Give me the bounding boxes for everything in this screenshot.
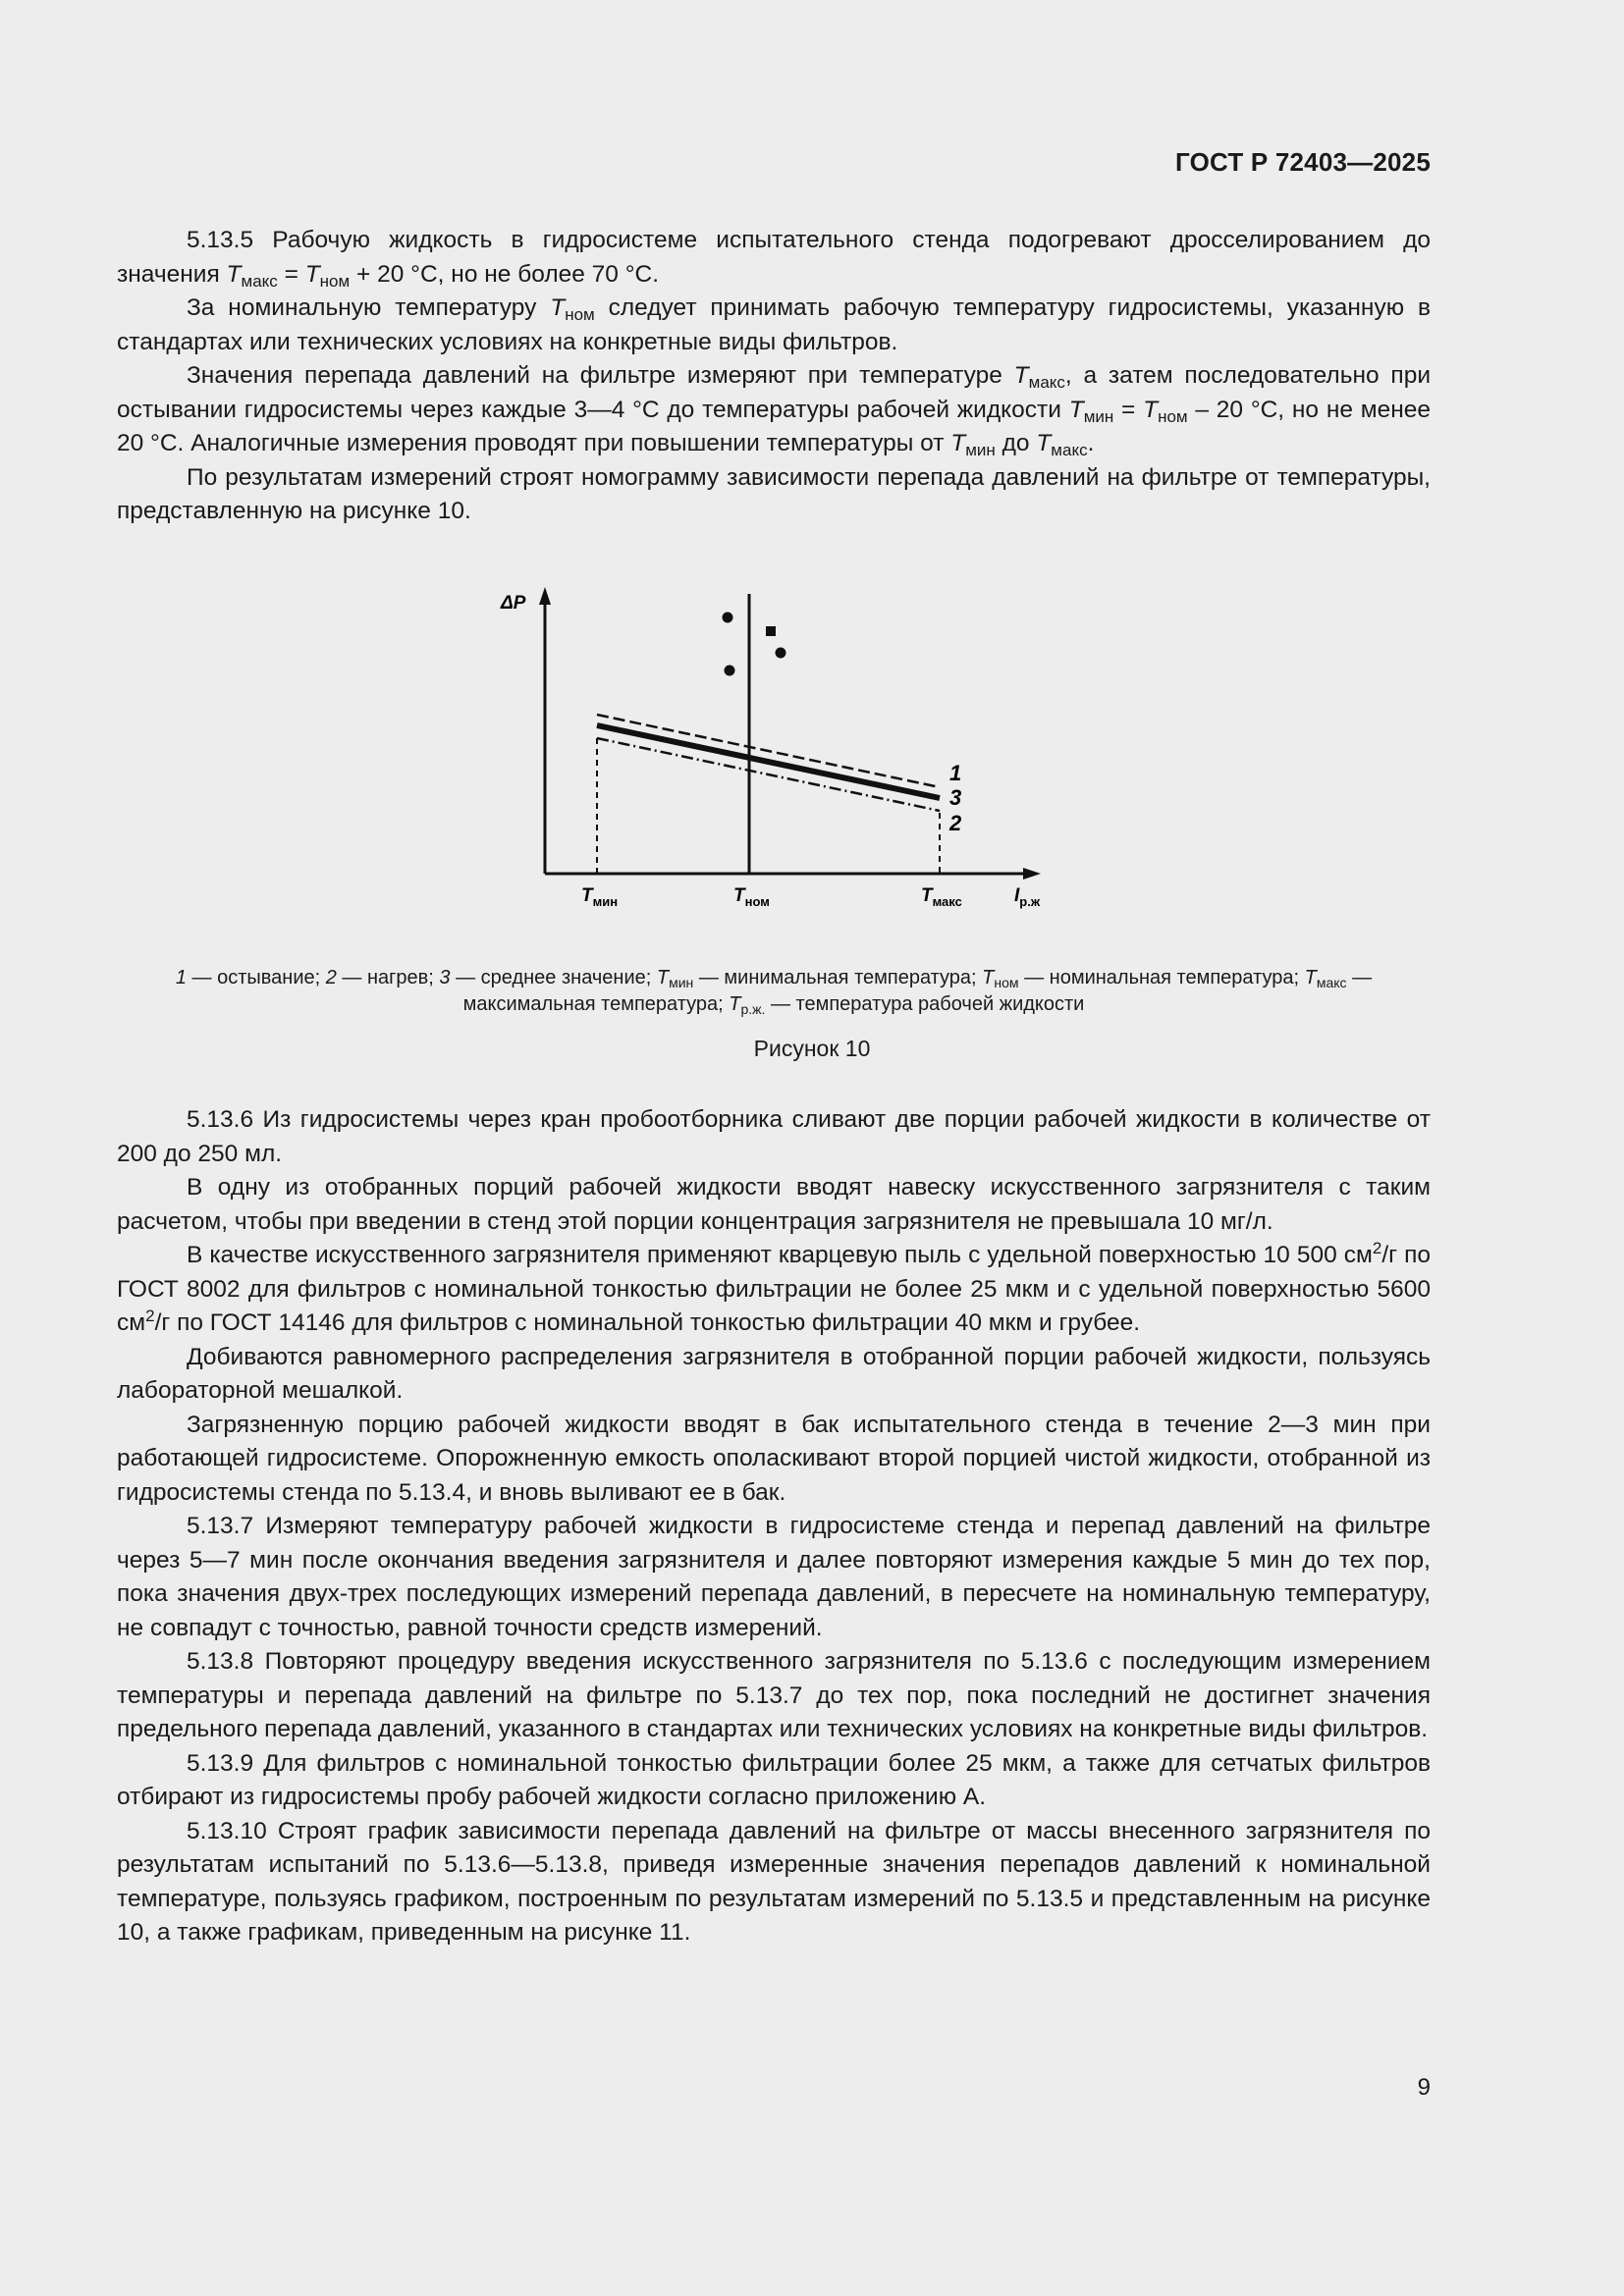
curve-label-1: 1 <box>949 761 962 785</box>
paragraph: 5.13.8 Повторяют процедуру введения искусственного загрязнителя по 5.13.6 с последующим измерением температуры и перепада давлений на фильтре по 5.13.7 до тех пор, пока последний не достигнет значения предельного перепада давлений, указанного в стандартах или технических условиях на конкретные виды фильтров. <box>117 1648 1431 1742</box>
data-point-square <box>766 626 776 636</box>
paragraph: 5.13.7 Измеряют температуру рабочей жидкости в гидросистеме стенда и перепад давлений на фильтре через 5—7 мин после окончания введения загрязнителя и далее повторяют измерения каждые 5 мин до тех пор, пока значения двух-трех последующих измерений перепада давлений, в пересчете на номинальную температуру, не совпадут с точностью, равной точности средств измерений. <box>117 1513 1431 1641</box>
text-block-bottom <box>117 1103 1431 1950</box>
x-tick-t-min: $T_{мин}$ <box>581 885 619 909</box>
curve-1-cooling <box>597 715 940 787</box>
paragraph: По результатам измерений строят номограмму зависимости перепада давлений на фильтре от температуры, представленную на рисунке 10. <box>117 463 1431 524</box>
data-point <box>776 648 786 659</box>
x-axis-arrow <box>1023 868 1041 880</box>
paragraph: За номинальную температуру $T_{ном}$ следует принимать рабочую температуру гидросистемы, указанную в стандартах или технических условиях на конкретные виды фильтров. <box>117 294 1431 355</box>
data-point <box>725 666 735 676</box>
paragraph: Добиваются равномерного распределения загрязнителя в отобранной порции рабочей жидкости, пользуясь лабораторной мешалкой. <box>117 1343 1431 1404</box>
y-axis-label: ΔP <box>501 593 526 614</box>
document-header: ГОСТ Р 72403—2025 <box>1175 147 1431 177</box>
curve-2-heating <box>597 738 940 811</box>
curve-label-2: 2 <box>949 811 962 835</box>
paragraph: В качестве искусственного загрязнителя применяют кварцевую пыль с удельной поверхностью 10 500 $см^2/г$ по ГОСТ 8002 для фильтров с номинальной тонкостью фильтрации не более 25 мкм и с удельной поверхностью 5600 $см^2/г$ по ГОСТ 14146 для фильтров с номинальной тонкостью фильтрации 40 мкм и грубее. <box>117 1239 1431 1336</box>
paragraph: Значения перепада давлений на фильтре измеряют при температуре $T_{макс}$, а затем последовательно при остывании гидросистемы через каждые 3—4 °С до температуры рабочей жидкости $T_{мин} = T_{ном} - 20$ °С, но не менее 20 °С. Аналогичные измерения проводят при повышении температуры от $T_{мин}$ до $T_{макс}$. <box>117 362 1432 459</box>
figure-title: Рисунок 10 <box>753 1036 871 1061</box>
x-tick-t-nom: $T_{ном}$ <box>733 885 770 909</box>
y-axis-arrow <box>539 587 551 605</box>
x-axis-label: $I_{р.ж}$ <box>1014 885 1041 909</box>
x-tick-t-max: $T_{макс}$ <box>921 885 962 909</box>
paragraph: Загрязненную порцию рабочей жидкости вводят в бак испытательного стенда в течение 2—3 мин при работающей гидросистеме. Опорожненную емкость ополаскивают второй порцией чистой жидкости, отобранной из гидросистемы стенда по 5.13.4, и вновь выливают ее в бак. <box>117 1411 1431 1506</box>
figure-legend: 1 — остывание; 2 — нагрев; 3 — среднее значение; $T_{мин}$ — минимальная температура; $T_{ном}$ — номинальная температура; $T_{макс}$ — максимальная температура; $T_{р.ж.}$ — температура рабочей жидкости <box>175 967 1373 1017</box>
nomogram-chart <box>491 579 1080 923</box>
paragraph: 5.13.10 Строят график зависимости перепада давлений на фильтре от массы внесенного загрязнителя по результатам испытаний по 5.13.6—5.13.8, приведя измеренные значения перепадов давлений к номинальной температуре, пользуясь графиком, построенным по результатам измерений по 5.13.5 и представленным на рисунке 10, а также графикам, приведенным на рисунке 11. <box>117 1817 1431 1946</box>
figure-10 <box>491 579 1080 928</box>
curve-label-3: 3 <box>949 785 962 810</box>
curve-3-average <box>597 725 940 798</box>
paragraph: В одну из отобранных порций рабочей жидкости вводят навеску искусственного загрязнителя с таким расчетом, чтобы при введении в стенд этой порции концентрация загрязнителя не превышала 10 мг/л. <box>117 1174 1431 1235</box>
data-point <box>723 613 733 623</box>
paragraph: 5.13.6 Из гидросистемы через кран пробоотборника сливают две порции рабочей жидкости в количестве от 200 до 250 мл. <box>117 1106 1431 1167</box>
paragraph: 5.13.9 Для фильтров с номинальной тонкостью фильтрации более 25 мкм, а также для сетчатых фильтров отбирают из гидросистемы пробу рабочей жидкости согласно приложению А. <box>117 1749 1431 1810</box>
text-block-top <box>117 224 1431 529</box>
paragraph: 5.13.5 Рабочую жидкость в гидросистеме испытательного стенда подогревают дросселированием до значения $T_{макс} = T_{ном} + 20$ °С, но не более 70 °С. <box>117 227 1431 291</box>
page-number: 9 <box>1417 2074 1431 2101</box>
